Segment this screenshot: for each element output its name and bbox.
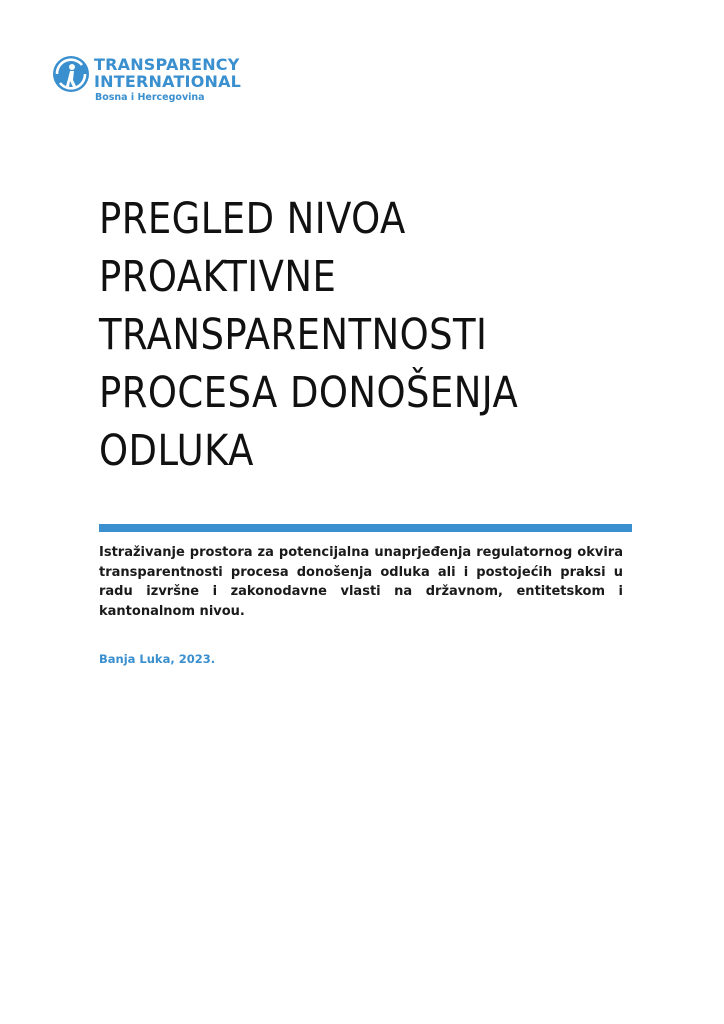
accent-divider xyxy=(99,524,632,532)
place-and-date: Banja Luka, 2023. xyxy=(99,652,216,666)
document-subtitle: Istraživanje prostora za potencijalna unaprjeđenja regulatornog okvira transparentnosti procesa donošenja odluka ali i postojećih praksi u radu izvršne i zakonodavne vlasti na državnom, entitetskom i kantonalnom nivou. xyxy=(99,545,623,619)
title-line: PREGLED NIVOA xyxy=(99,194,406,244)
title-line: TRANSPARENTNOSTI xyxy=(99,310,488,360)
title-line: PROCESA DONOŠENJA xyxy=(99,368,519,418)
globe-person-icon xyxy=(52,55,90,93)
organization-logo xyxy=(52,55,272,107)
title-line: PROAKTIVNE xyxy=(99,252,337,302)
logo-text-country: Bosna i Hercegovina xyxy=(95,92,205,103)
title-line: ODLUKA xyxy=(99,426,254,476)
logo-text-transparency: TRANSPARENCY xyxy=(94,55,240,74)
document-title xyxy=(99,190,563,480)
logo-text-international: INTERNATIONAL xyxy=(94,72,242,91)
